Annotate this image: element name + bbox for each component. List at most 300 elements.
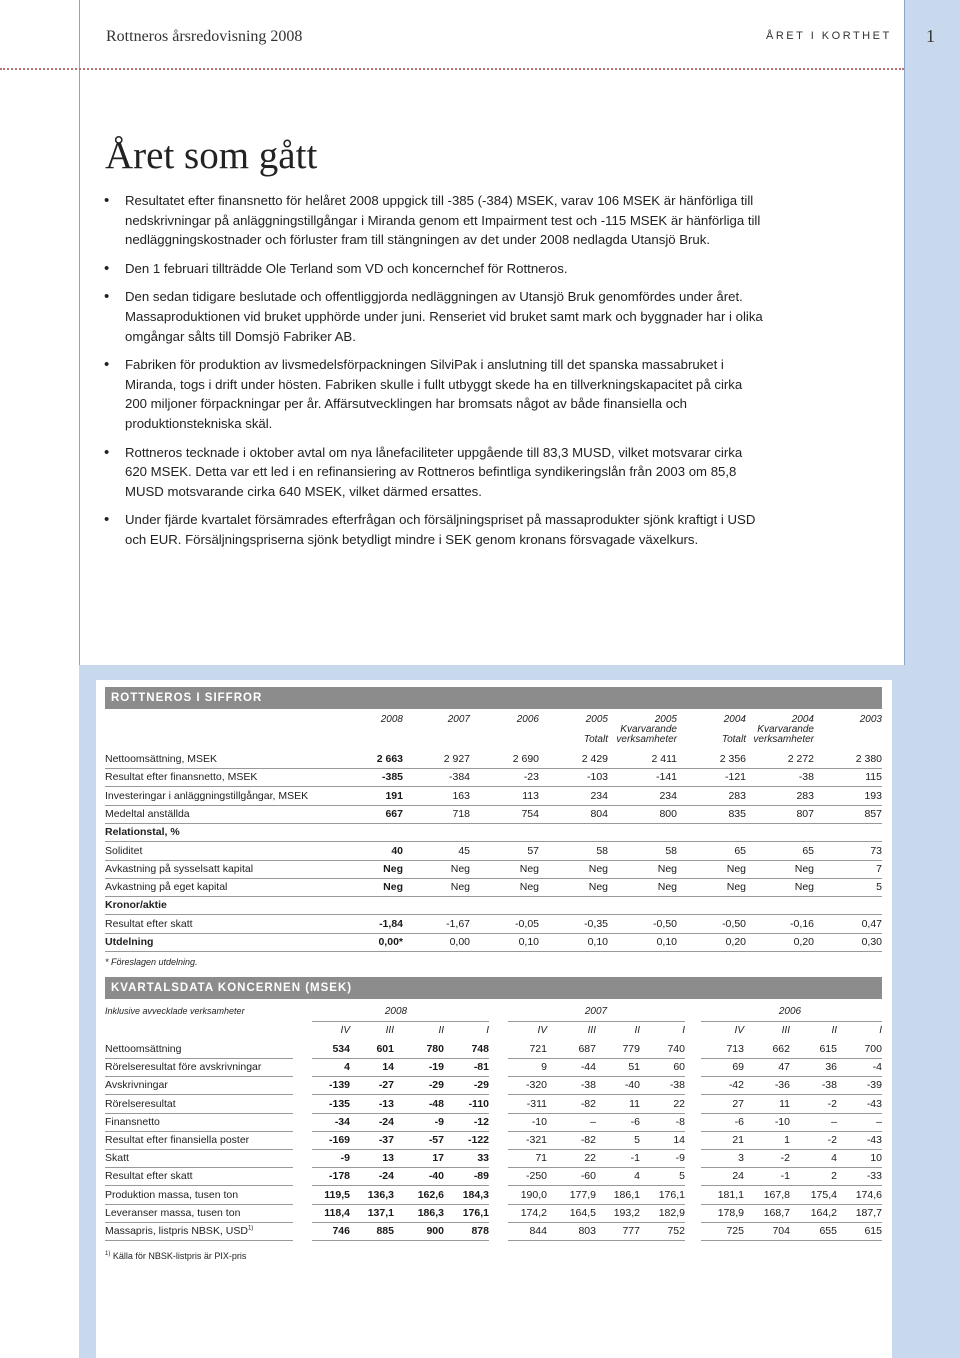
table-cell: -0,16 — [790, 917, 814, 930]
table-cell: 713 — [726, 1043, 744, 1055]
row-divider — [312, 1113, 489, 1114]
row-divider — [312, 1076, 489, 1077]
highlight-item: • Fabriken för produktion av livsmedelsförpackningen SilviPak i anslutning till det spanska massabruket i Miranda, togs i drift under hösten. Fabriken skulle i fullt utbyggt skede ha en tillverkningskapacitet på cirka 200 miljoner förpackningar per år. Affärsutvecklingen har bromsats något av både finansiella och produktionstekniska skäl. — [104, 355, 764, 433]
table-cell: 45 — [458, 844, 470, 857]
table-cell: Neg — [450, 862, 470, 875]
column-subheading: Kvarvarande — [757, 724, 814, 735]
table-cell: 0,00 — [449, 936, 470, 948]
table-cell: 113 — [522, 789, 539, 802]
table-cell: 718 — [452, 807, 470, 820]
quarterly-table-header: KVARTALSDATA KONCERNEN (MSEK) — [105, 977, 882, 999]
table-row-label: Rörelseresultat — [105, 1097, 176, 1110]
quarter-heading: III — [781, 1025, 790, 1036]
column-year: 2006 — [516, 714, 539, 725]
table-cell: 14 — [382, 1061, 394, 1074]
table-cell: 33 — [477, 1152, 489, 1165]
row-divider — [312, 1058, 489, 1059]
table-cell: 190,0 — [520, 1188, 547, 1201]
table-cell: -135 — [328, 1097, 350, 1110]
table-row-label: Nettoomsättning, MSEK — [105, 753, 218, 765]
row-divider — [105, 786, 882, 787]
table-cell: -9 — [340, 1152, 350, 1165]
column-subheading: Totalt — [583, 734, 608, 745]
table-cell: -48 — [428, 1097, 444, 1110]
table-cell: 667 — [385, 807, 403, 820]
table-cell: 71 — [535, 1152, 547, 1165]
table-cell: -141 — [655, 771, 677, 784]
year-heading: 2006 — [778, 1006, 802, 1017]
table-cell: 2 411 — [651, 753, 677, 765]
table-cell: 14 — [673, 1134, 685, 1146]
table-cell: 115 — [865, 771, 882, 784]
column-year: 2008 — [380, 714, 403, 725]
table-row-label: Resultat efter finansnetto, MSEK — [105, 771, 258, 784]
table-cell: 65 — [802, 844, 814, 857]
table-cell: 2 690 — [512, 753, 539, 765]
table-cell: -38 — [821, 1079, 837, 1092]
row-divider — [105, 914, 882, 915]
table-cell: -29 — [428, 1079, 444, 1092]
row-divider — [701, 1113, 882, 1114]
table-cell: -178 — [328, 1170, 350, 1183]
table-cell: -57 — [428, 1134, 444, 1146]
table-row-label: Relationstal, % — [105, 826, 180, 839]
table-cell: 2 429 — [581, 753, 608, 765]
row-divider — [508, 1058, 685, 1059]
table-cell: – — [590, 1115, 596, 1128]
table-cell: -169 — [328, 1134, 350, 1146]
row-divider — [105, 1113, 293, 1114]
row-divider — [508, 1240, 685, 1241]
row-divider — [105, 1204, 293, 1205]
column-year: 2005 — [585, 714, 608, 725]
table-cell: -89 — [473, 1170, 489, 1183]
table-cell: -43 — [866, 1097, 882, 1110]
table-cell: -38 — [669, 1079, 685, 1092]
footnote-marker: 1) — [247, 1225, 254, 1232]
table-cell: -250 — [525, 1170, 547, 1183]
page-title: Året som gått — [105, 134, 318, 177]
table-cell: -38 — [580, 1079, 596, 1092]
table-cell: 184,3 — [462, 1188, 489, 1201]
quarter-heading: I — [879, 1025, 882, 1036]
table-row-label: Avkastning på sysselsatt kapital — [105, 862, 254, 875]
row-divider — [508, 1204, 685, 1205]
table-cell: -39 — [866, 1079, 882, 1092]
row-divider — [508, 1094, 685, 1095]
highlight-item: • Den 1 februari tillträdde Ole Terland som VD och koncernchef för Rottneros. — [104, 259, 764, 279]
table-cell: 174,2 — [520, 1206, 547, 1219]
table-cell: 687 — [578, 1043, 596, 1055]
table-cell: 804 — [590, 807, 608, 820]
row-divider — [105, 1240, 293, 1241]
highlight-item: • Under fjärde kvartalet försämrades efterfrågan och försäljningspriset på massaprodukter sjönk kraftigt i USD och EUR. Försäljningspriserna sjönk betydligt mindre i SEK genom kronans försvagade växelkurs. — [104, 510, 764, 549]
table-cell: -320 — [525, 1079, 547, 1092]
table-row-label: Avkastning på eget kapital — [105, 881, 228, 894]
table-cell: 3 — [738, 1152, 744, 1165]
figures-table-header: ROTTNEROS I SIFFROR — [105, 687, 882, 709]
row-divider — [105, 823, 882, 824]
quarterly-footnote — [105, 1251, 246, 1261]
table-row-label: Soliditet — [105, 844, 143, 857]
table-cell: -103 — [586, 771, 608, 784]
table-cell: -2 — [827, 1097, 837, 1110]
row-divider — [508, 1185, 685, 1186]
table-cell: -1 — [780, 1170, 790, 1183]
table-cell: -0,35 — [584, 917, 608, 930]
table-cell: 740 — [667, 1043, 685, 1055]
table-cell: 2 356 — [719, 753, 746, 765]
figures-footnote: * Föreslagen utdelning. — [105, 957, 198, 967]
table-cell: 803 — [578, 1225, 596, 1237]
table-cell: 0,10 — [587, 936, 608, 948]
table-cell: 0,00* — [378, 936, 403, 948]
table-row-label: Finansnetto — [105, 1115, 160, 1128]
row-divider — [701, 1185, 882, 1186]
row-divider — [105, 1076, 293, 1077]
table-cell: 9 — [541, 1061, 547, 1074]
table-row-label: Resultat efter finansiella poster — [105, 1134, 250, 1146]
table-cell: 700 — [864, 1043, 882, 1055]
table-cell: 746 — [332, 1225, 350, 1237]
right-margin-band — [904, 0, 960, 1358]
header-divider — [312, 1021, 489, 1022]
row-divider — [312, 1204, 489, 1205]
table-cell: 11 — [629, 1097, 640, 1110]
table-cell: 1 — [784, 1134, 790, 1146]
table-cell: Neg — [794, 862, 814, 875]
table-cell: -24 — [378, 1115, 394, 1128]
table-cell: 534 — [332, 1043, 350, 1055]
table-cell: 73 — [870, 844, 882, 857]
table-cell: 725 — [726, 1225, 744, 1237]
table-cell: 36 — [825, 1061, 837, 1074]
table-cell: 58 — [665, 844, 677, 857]
table-cell: 779 — [622, 1043, 640, 1055]
table-cell: -139 — [328, 1079, 350, 1092]
table-cell: Neg — [794, 881, 814, 894]
table-row-label: Rörelseresultat före avskrivningar — [105, 1061, 262, 1074]
table-cell: 177,9 — [569, 1188, 596, 1201]
table-cell: 186,3 — [417, 1206, 444, 1219]
row-divider — [701, 1167, 882, 1168]
table-cell: 57 — [527, 844, 539, 857]
table-cell: 0,30 — [861, 936, 882, 948]
table-cell: 22 — [673, 1097, 685, 1110]
table-cell: – — [831, 1115, 837, 1128]
row-divider — [312, 1222, 489, 1223]
table-cell: 164,5 — [569, 1206, 596, 1219]
table-cell: 234 — [659, 789, 677, 802]
table-cell: Neg — [450, 881, 470, 894]
row-divider — [701, 1204, 882, 1205]
column-subheading: Totalt — [721, 734, 746, 745]
table-cell: 186,1 — [613, 1188, 640, 1201]
table-cell: 754 — [521, 807, 539, 820]
row-divider — [312, 1131, 489, 1132]
quarter-heading: IV — [734, 1025, 744, 1036]
table-cell: -8 — [675, 1115, 685, 1128]
quarter-heading: III — [385, 1025, 394, 1036]
column-subheading: Kvarvarande — [620, 724, 677, 735]
table-cell: 835 — [728, 807, 746, 820]
table-cell: 0,20 — [793, 936, 814, 948]
table-cell: 662 — [772, 1043, 790, 1055]
table-cell: 777 — [622, 1225, 640, 1237]
table-cell: 69 — [732, 1061, 744, 1074]
table-cell: 182,9 — [658, 1206, 685, 1219]
quarterly-subtitle: Inklusive avvecklade verksamheter — [105, 1006, 245, 1016]
table-row-label: Resultat efter skatt — [105, 917, 193, 930]
table-cell: -122 — [467, 1134, 489, 1146]
row-divider — [105, 1058, 293, 1059]
year-heading: 2008 — [384, 1006, 408, 1017]
table-cell: 283 — [728, 789, 746, 802]
table-cell: 191 — [385, 789, 403, 802]
table-cell: -81 — [473, 1061, 489, 1074]
table-row-label: Massapris, listpris NBSK, USD$^{1)}$ — [105, 1225, 254, 1237]
quarter-heading: IV — [537, 1025, 547, 1036]
footnote-marker: 1) — [105, 1251, 111, 1257]
row-divider — [701, 1058, 882, 1059]
table-cell: -19 — [428, 1061, 444, 1074]
row-divider — [105, 878, 882, 879]
row-divider — [508, 1131, 685, 1132]
table-cell: Neg — [657, 862, 677, 875]
table-cell: 164,2 — [810, 1206, 837, 1219]
table-cell: -1,84 — [379, 917, 403, 930]
row-divider — [105, 860, 882, 861]
table-cell: 58 — [596, 844, 608, 857]
table-cell: 21 — [732, 1134, 744, 1146]
quarter-heading: I — [682, 1025, 685, 1036]
left-margin-rule — [79, 0, 80, 665]
table-cell: -27 — [378, 1079, 394, 1092]
row-divider — [105, 896, 882, 897]
row-divider — [105, 1222, 293, 1223]
table-cell: -110 — [468, 1097, 489, 1110]
table-cell: 5 — [876, 881, 882, 894]
table-cell: 5 — [634, 1134, 640, 1146]
table-cell: 176,1 — [462, 1206, 489, 1219]
row-divider — [508, 1076, 685, 1077]
table-cell: -43 — [866, 1134, 882, 1146]
table-cell: -4 — [872, 1061, 882, 1074]
table-cell: 844 — [529, 1225, 547, 1237]
table-cell: -321 — [525, 1134, 547, 1146]
table-cell: -33 — [866, 1170, 882, 1183]
table-cell: -1 — [630, 1152, 640, 1165]
table-cell: -44 — [580, 1061, 596, 1074]
table-cell: Neg — [726, 862, 746, 875]
quarter-heading: III — [587, 1025, 596, 1036]
table-cell: 174,6 — [855, 1188, 882, 1201]
table-cell: 780 — [426, 1043, 444, 1055]
highlights-list — [104, 191, 764, 559]
table-cell: -82 — [580, 1097, 596, 1110]
page-number: 1 — [926, 26, 935, 46]
table-cell: 51 — [628, 1061, 640, 1074]
row-divider — [105, 841, 882, 842]
column-subheading: verksamheter — [616, 734, 677, 745]
table-cell: 2 380 — [855, 753, 882, 765]
row-divider — [701, 1076, 882, 1077]
quarter-heading: II — [831, 1025, 837, 1036]
highlight-item: • Den sedan tidigare beslutade och offentliggjorda nedläggningen av Utansjö Bruk genomfördes under året. Massaproduktionen vid bruket upphörde under juni. Renseriet vid bruket samt mark och byggnader har i olika omgångar sålts till Domsjö Fabriker AB. — [104, 287, 764, 346]
table-cell: -9 — [434, 1115, 444, 1128]
footnote-text: Källa för NBSK-listpris är PIX-pris — [112, 1251, 247, 1261]
table-cell: 601 — [376, 1043, 394, 1055]
table-cell: 5 — [679, 1170, 685, 1183]
tables-panel — [96, 680, 892, 1358]
quarter-heading: II — [634, 1025, 640, 1036]
table-cell: 0,10 — [518, 936, 539, 948]
table-cell: -24 — [378, 1170, 394, 1183]
table-cell: 13 — [382, 1152, 394, 1165]
column-year: 2007 — [447, 714, 470, 725]
table-cell: -10 — [531, 1115, 547, 1128]
table-cell: Neg — [657, 881, 677, 894]
table-cell: -0,05 — [515, 917, 539, 930]
table-cell: Neg — [519, 881, 539, 894]
row-divider — [312, 1185, 489, 1186]
row-divider — [105, 951, 882, 952]
table-cell: -40 — [428, 1170, 444, 1183]
table-cell: -121 — [724, 771, 746, 784]
table-cell: -34 — [334, 1115, 350, 1128]
quarter-heading: I — [486, 1025, 489, 1036]
table-cell: 24 — [732, 1170, 744, 1183]
table-cell: 4 — [634, 1170, 640, 1183]
table-cell: – — [876, 1115, 882, 1128]
row-divider — [701, 1149, 882, 1150]
table-cell: -384 — [448, 771, 470, 784]
table-cell: 137,1 — [367, 1206, 394, 1219]
row-divider — [701, 1240, 882, 1241]
table-cell: Neg — [588, 862, 608, 875]
table-row-label: Investeringar i anläggningstillgångar, MSEK — [105, 789, 309, 802]
table-cell: 0,10 — [656, 936, 677, 948]
table-row-label: Skatt — [105, 1152, 129, 1165]
table-cell: 2 663 — [376, 753, 403, 765]
table-cell: 193,2 — [613, 1206, 640, 1219]
table-cell: 40 — [391, 844, 403, 857]
table-cell: Neg — [383, 881, 403, 894]
table-cell: -38 — [798, 771, 814, 784]
row-divider — [312, 1167, 489, 1168]
table-cell: 2 — [831, 1170, 837, 1183]
row-divider — [508, 1149, 685, 1150]
table-cell: 65 — [734, 844, 746, 857]
column-year: 2004 — [791, 714, 814, 725]
table-cell: 187,7 — [855, 1206, 882, 1219]
table-cell: -40 — [624, 1079, 640, 1092]
table-cell: Neg — [383, 862, 403, 875]
table-cell: 162,6 — [417, 1188, 444, 1201]
table-cell: 181,1 — [717, 1188, 744, 1201]
table-cell: 193 — [864, 789, 882, 802]
row-divider — [105, 1131, 293, 1132]
table-row-label: Avskrivningar — [105, 1079, 168, 1092]
table-cell: -42 — [728, 1079, 744, 1092]
table-cell: 721 — [529, 1043, 547, 1055]
table-cell: 178,9 — [717, 1206, 744, 1219]
row-divider — [312, 1094, 489, 1095]
table-cell: 11 — [779, 1097, 790, 1110]
table-cell: -9 — [675, 1152, 685, 1165]
table-cell: 283 — [796, 789, 814, 802]
header-divider — [701, 1021, 882, 1022]
row-divider — [105, 1094, 293, 1095]
table-cell: 878 — [471, 1225, 489, 1237]
table-cell: 2 927 — [443, 753, 470, 765]
table-cell: -2 — [827, 1134, 837, 1146]
row-divider — [508, 1113, 685, 1114]
quarter-heading: II — [438, 1025, 444, 1036]
column-year: 2004 — [723, 714, 746, 725]
row-divider — [312, 1149, 489, 1150]
table-cell: -23 — [523, 771, 539, 784]
table-cell: 748 — [471, 1043, 489, 1055]
table-cell: 752 — [667, 1225, 685, 1237]
table-cell: 168,7 — [763, 1206, 790, 1219]
row-divider — [508, 1167, 685, 1168]
table-cell: 885 — [376, 1225, 394, 1237]
table-cell: Neg — [588, 881, 608, 894]
table-row-label: Resultat efter skatt — [105, 1170, 193, 1183]
table-cell: 163 — [452, 789, 470, 802]
table-cell: -1,67 — [446, 917, 470, 930]
table-cell: -10 — [774, 1115, 790, 1128]
row-divider — [701, 1131, 882, 1132]
table-cell: 7 — [876, 862, 882, 875]
table-cell: 857 — [864, 807, 882, 820]
year-heading: 2007 — [584, 1006, 608, 1017]
table-cell: 704 — [772, 1225, 790, 1237]
table-cell: 47 — [778, 1061, 790, 1074]
table-cell: 27 — [732, 1097, 744, 1110]
table-row-label: Produktion massa, tusen ton — [105, 1188, 239, 1201]
table-cell: 655 — [819, 1225, 837, 1237]
quarter-heading: IV — [340, 1025, 350, 1036]
table-cell: -29 — [473, 1079, 489, 1092]
table-cell: Neg — [519, 862, 539, 875]
table-cell: -311 — [526, 1097, 547, 1110]
header-divider — [508, 1021, 685, 1022]
table-row-label: Medeltal anställda — [105, 807, 190, 820]
row-divider — [105, 1185, 293, 1186]
header-divider — [0, 68, 904, 70]
table-cell: -6 — [734, 1115, 744, 1128]
table-row-label: Kronor/aktie — [105, 899, 167, 912]
table-cell: 807 — [796, 807, 814, 820]
row-divider — [105, 933, 882, 934]
row-divider — [701, 1222, 882, 1223]
row-divider — [105, 805, 882, 806]
section-name: ÅRET I KORTHET — [766, 30, 892, 42]
table-cell: -0,50 — [653, 917, 677, 930]
table-cell: 176,1 — [658, 1188, 685, 1201]
table-cell: 0,47 — [861, 917, 882, 930]
table-cell: -385 — [381, 771, 403, 784]
column-year: 2005 — [654, 714, 677, 725]
row-divider — [105, 1149, 293, 1150]
table-cell: -37 — [378, 1134, 394, 1146]
column-subheading: verksamheter — [753, 734, 814, 745]
table-cell: 4 — [831, 1152, 837, 1165]
table-cell: 10 — [870, 1152, 882, 1165]
table-cell: 900 — [426, 1225, 444, 1237]
